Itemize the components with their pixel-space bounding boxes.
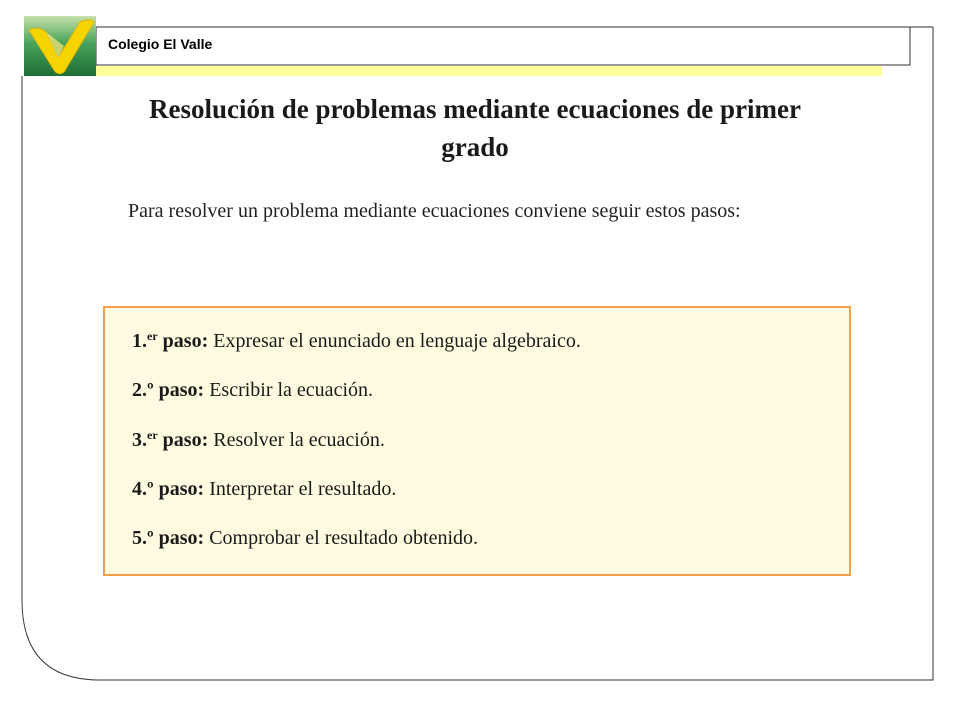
step-5 <box>132 525 478 551</box>
step-number: 2.º <box>132 379 154 401</box>
step-label: paso: <box>162 330 209 352</box>
step-label: paso: <box>162 429 209 451</box>
step-ordinal: er <box>147 428 158 442</box>
header-yellow-bar <box>96 66 882 76</box>
step-text: Escribir la ecuación. <box>209 379 373 401</box>
step-text: Comprobar el resultado obtenido. <box>209 527 479 549</box>
step-text: Expresar el enunciado en lenguaje algebraico. <box>213 330 581 352</box>
step-text: Resolver la ecuación. <box>213 429 385 451</box>
step-label: paso: <box>158 527 205 549</box>
step-4 <box>132 476 396 502</box>
step-label: paso: <box>158 379 205 401</box>
step-2 <box>132 377 373 403</box>
step-number: 1. <box>132 330 147 352</box>
steps-box <box>103 306 851 576</box>
step-label: paso: <box>158 478 205 500</box>
slide-title: Resolución de problemas mediante ecuaciones de primer grado <box>149 94 801 162</box>
colegio-el-valle-v-logo-icon <box>24 16 96 76</box>
step-ordinal: er <box>147 329 158 343</box>
step-1 <box>132 328 581 354</box>
step-3 <box>132 427 385 453</box>
intro-text: Para resolver un problema mediante ecuaciones conviene seguir estos pasos: <box>128 200 741 222</box>
school-name: Colegio El Valle <box>108 36 213 52</box>
header-box <box>96 27 910 65</box>
step-number: 4.º <box>132 478 154 500</box>
step-text: Interpretar el resultado. <box>209 478 397 500</box>
step-number: 5.º <box>132 527 154 549</box>
step-number: 3. <box>132 429 147 451</box>
